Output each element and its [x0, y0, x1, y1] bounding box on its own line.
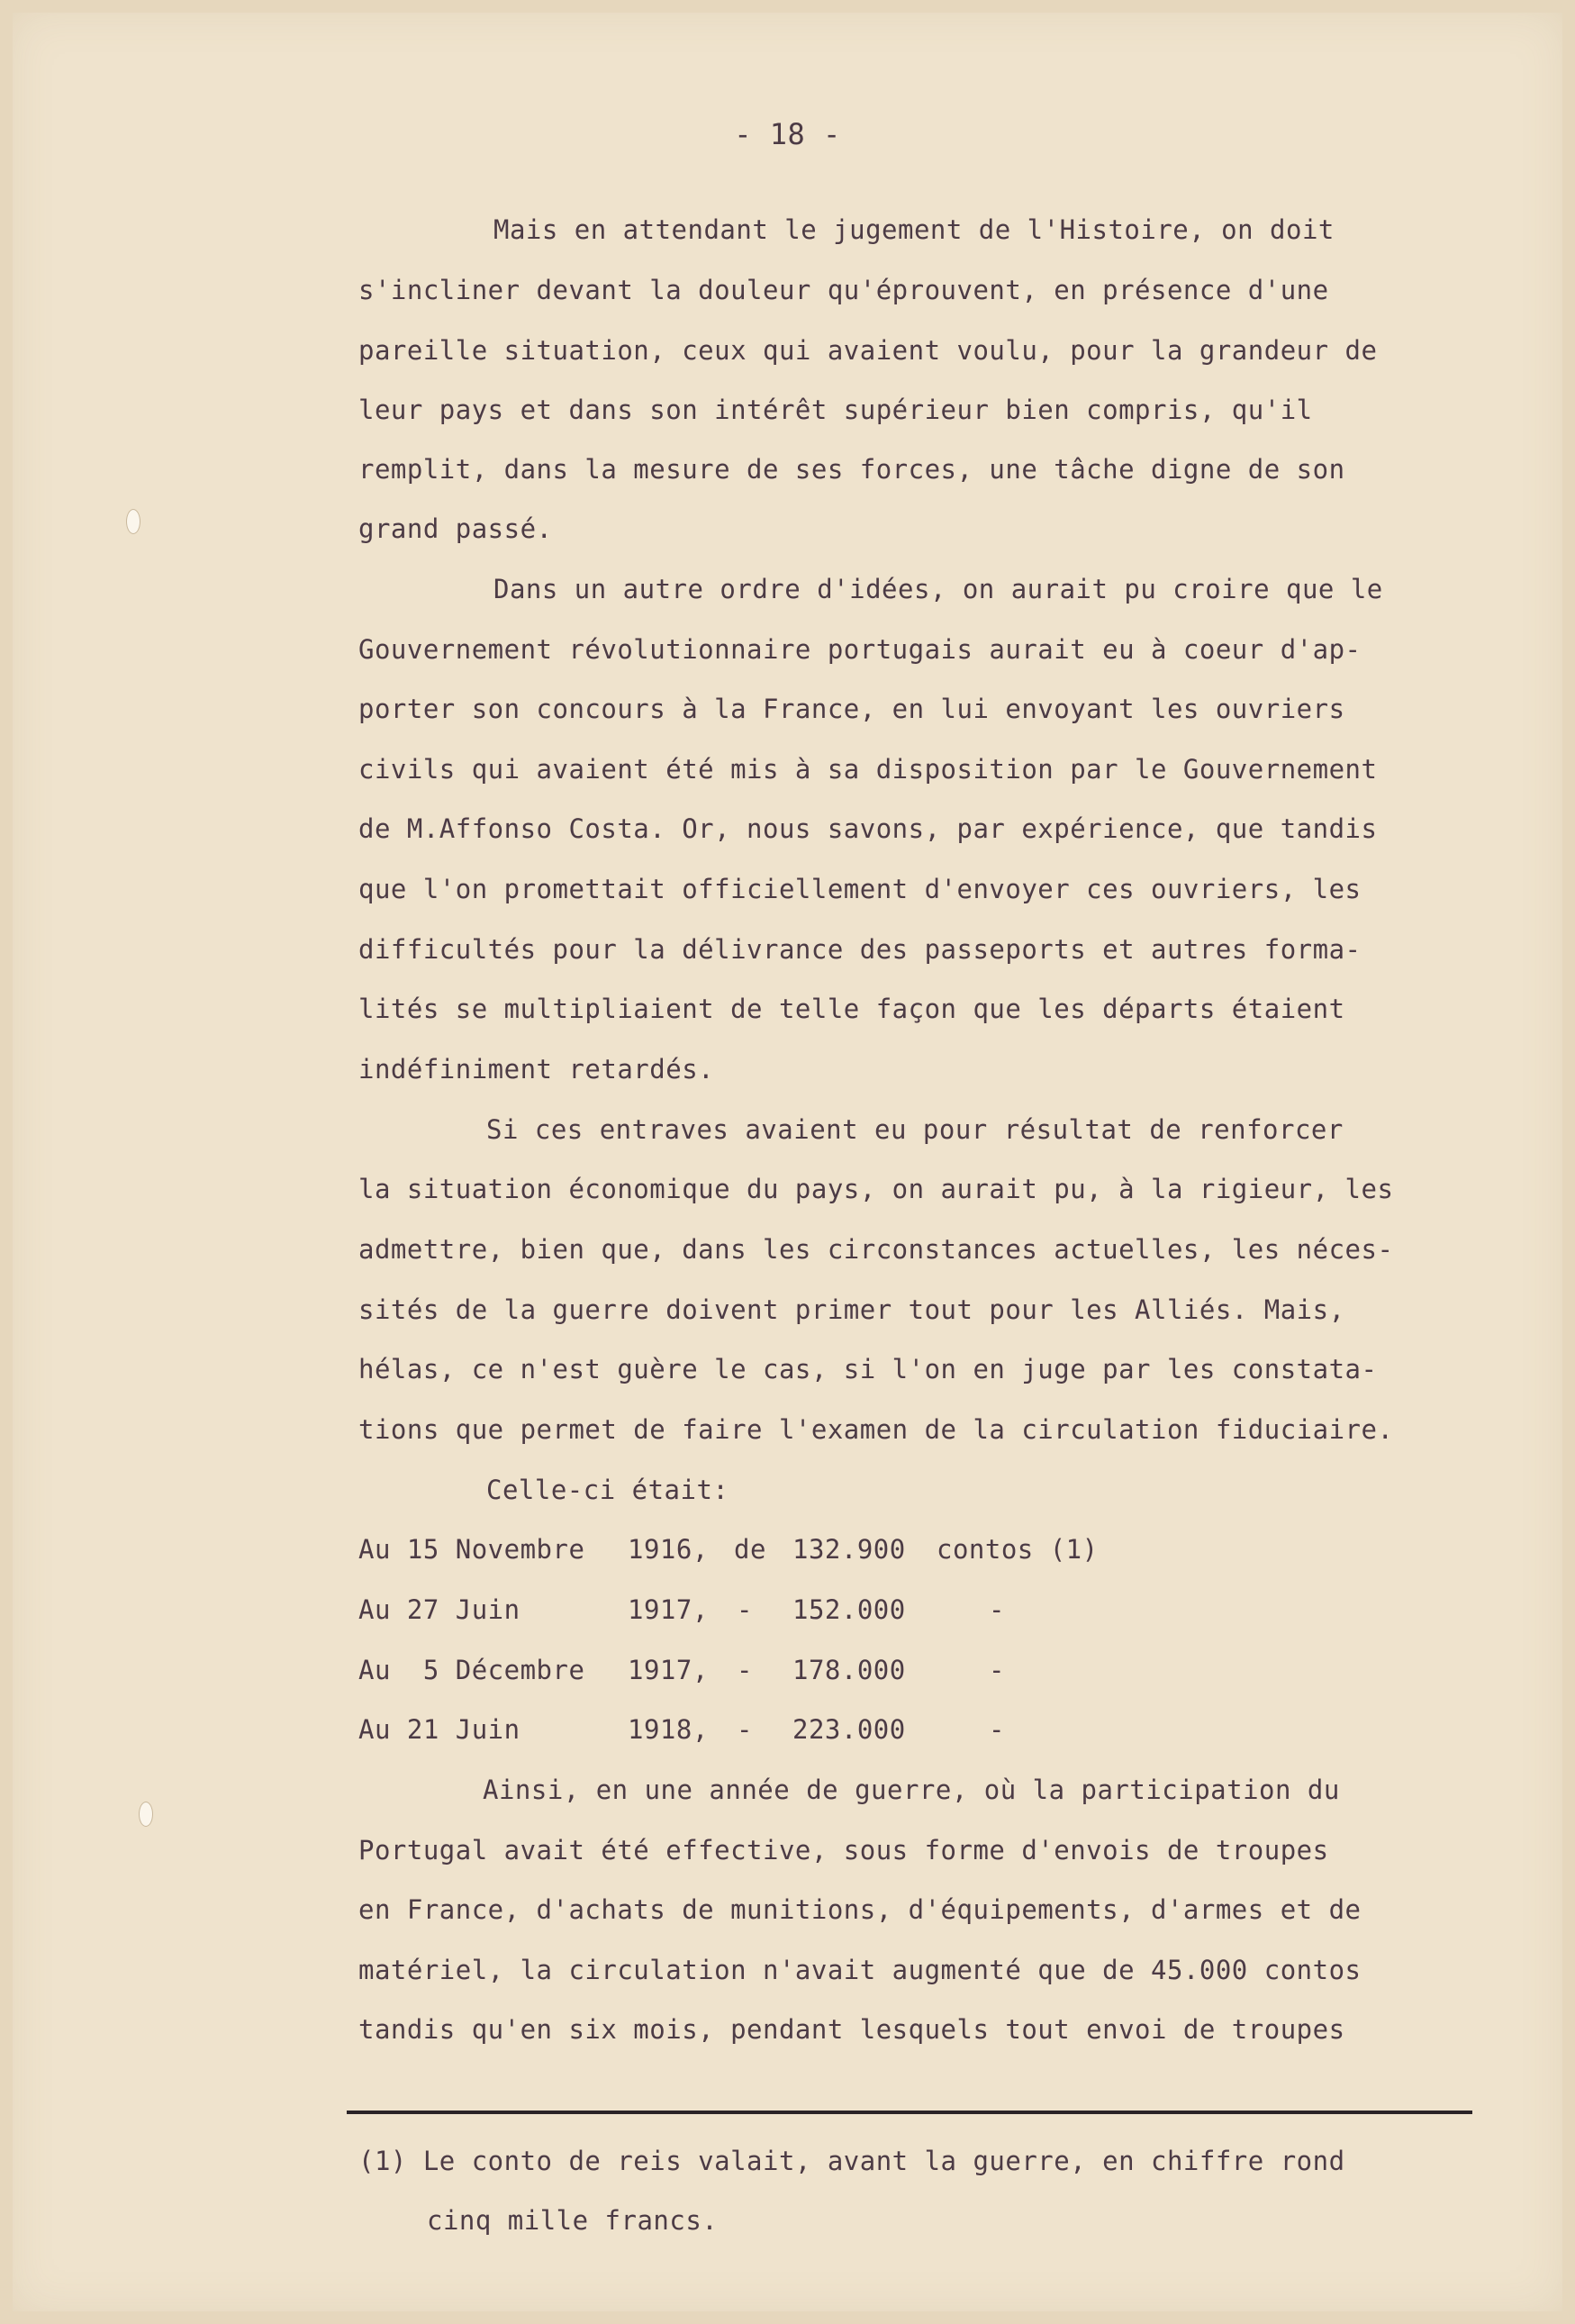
footnote-line-1: (1) Le conto de reis valait, avant la guerre, en chiffre rond — [358, 2146, 1345, 2176]
table-cell-date: Au 21 Juin — [358, 1714, 520, 1745]
paragraph-1-line-1: Mais en attendant le jugement de l'Histoire, on doit — [493, 214, 1335, 245]
table-cell-year: 1918, — [628, 1714, 709, 1745]
table-cell-year: 1917, — [628, 1594, 709, 1625]
table-cell-separator: - — [737, 1714, 753, 1745]
table-cell-separator: - — [737, 1594, 753, 1625]
table-cell-unit: - — [989, 1655, 1005, 1685]
table-cell-date: Au 5 Décembre — [358, 1655, 585, 1685]
paragraph-3-line-1: Si ces entraves avaient eu pour résultat de renforcer — [486, 1114, 1344, 1145]
paragraph-2-line-4: civils qui avaient été mis à sa disposition par le Gouvernement — [358, 754, 1378, 785]
paragraph-3-line-4: sités de la guerre doivent primer tout pour les Alliés. Mais, — [358, 1294, 1345, 1325]
table-cell-year: 1917, — [628, 1655, 709, 1685]
table-cell-value: 132.900 — [792, 1534, 906, 1565]
paragraph-2-line-1: Dans un autre ordre d'idées, on aurait pu croire que le — [493, 574, 1383, 604]
paragraph-2-line-5: de M.Affonso Costa. Or, nous savons, par expérience, que tandis — [358, 813, 1378, 844]
paragraph-1-line-3: pareille situation, ceux qui avaient voulu, pour la grandeur de — [358, 335, 1378, 366]
table-cell-value: 152.000 — [792, 1594, 906, 1625]
table-cell-value: 223.000 — [792, 1714, 906, 1745]
paragraph-1-line-4: leur pays et dans son intérêt supérieur bien compris, qu'il — [358, 395, 1313, 425]
table-cell-date: Au 15 Novembre — [358, 1534, 585, 1565]
table-cell-unit: contos (1) — [937, 1534, 1099, 1565]
paragraph-1-line-6: grand passé. — [358, 513, 553, 544]
paragraph-4-line-2: Portugal avait été effective, sous forme d'envois de troupes — [358, 1835, 1329, 1866]
paragraph-2-line-7: difficultés pour la délivrance des passeports et autres forma- — [358, 934, 1362, 965]
table-cell-date: Au 27 Juin — [358, 1594, 520, 1625]
table-cell-unit: - — [989, 1594, 1005, 1625]
paragraph-3-line-3: admettre, bien que, dans les circonstances actuelles, les néces- — [358, 1234, 1394, 1265]
table-cell-separator: de — [734, 1534, 766, 1565]
table-intro: Celle-ci était: — [486, 1475, 729, 1505]
paragraph-4-line-3: en France, d'achats de munitions, d'équipements, d'armes et de — [358, 1894, 1362, 1925]
punch-hole-top — [126, 509, 140, 534]
paragraph-2-line-2: Gouvernement révolutionnaire portugais aurait eu à coeur d'ap- — [358, 634, 1362, 665]
table-cell-unit: - — [989, 1714, 1005, 1745]
paragraph-3-line-6: tions que permet de faire l'examen de la circulation fiduciaire. — [358, 1414, 1394, 1445]
punch-hole-bottom — [139, 1802, 153, 1827]
table-cell-year: 1916, — [628, 1534, 709, 1565]
page-number: - 18 - — [734, 117, 841, 151]
paragraph-4-line-4: matériel, la circulation n'avait augmenté que de 45.000 contos — [358, 1955, 1362, 1985]
paragraph-2-line-9: indéfiniment retardés. — [358, 1054, 715, 1085]
table-cell-separator: - — [737, 1655, 753, 1685]
footnote-line-2: cinq mille francs. — [427, 2205, 719, 2236]
paragraph-2-line-6: que l'on promettait officiellement d'envoyer ces ouvriers, les — [358, 874, 1362, 904]
paragraph-1-line-2: s'incliner devant la douleur qu'éprouvent, en présence d'une — [358, 275, 1329, 305]
paragraph-3-line-2: la situation économique du pays, on aurait pu, à la rigieur, les — [358, 1174, 1394, 1204]
paragraph-2-line-8: lités se multipliaient de telle façon que les départs étaient — [358, 994, 1345, 1024]
footnote-divider — [347, 2111, 1472, 2114]
paragraph-4-line-5: tandis qu'en six mois, pendant lesquels tout envoi de troupes — [358, 2014, 1345, 2045]
paragraph-2-line-3: porter son concours à la France, en lui envoyant les ouvriers — [358, 694, 1345, 724]
paragraph-1-line-5: remplit, dans la mesure de ses forces, une tâche digne de son — [358, 454, 1345, 485]
paragraph-3-line-5: hélas, ce n'est guère le cas, si l'on en juge par les constata- — [358, 1354, 1378, 1384]
table-cell-value: 178.000 — [792, 1655, 906, 1685]
paragraph-4-line-1: Ainsi, en une année de guerre, où la participation du — [483, 1775, 1340, 1805]
